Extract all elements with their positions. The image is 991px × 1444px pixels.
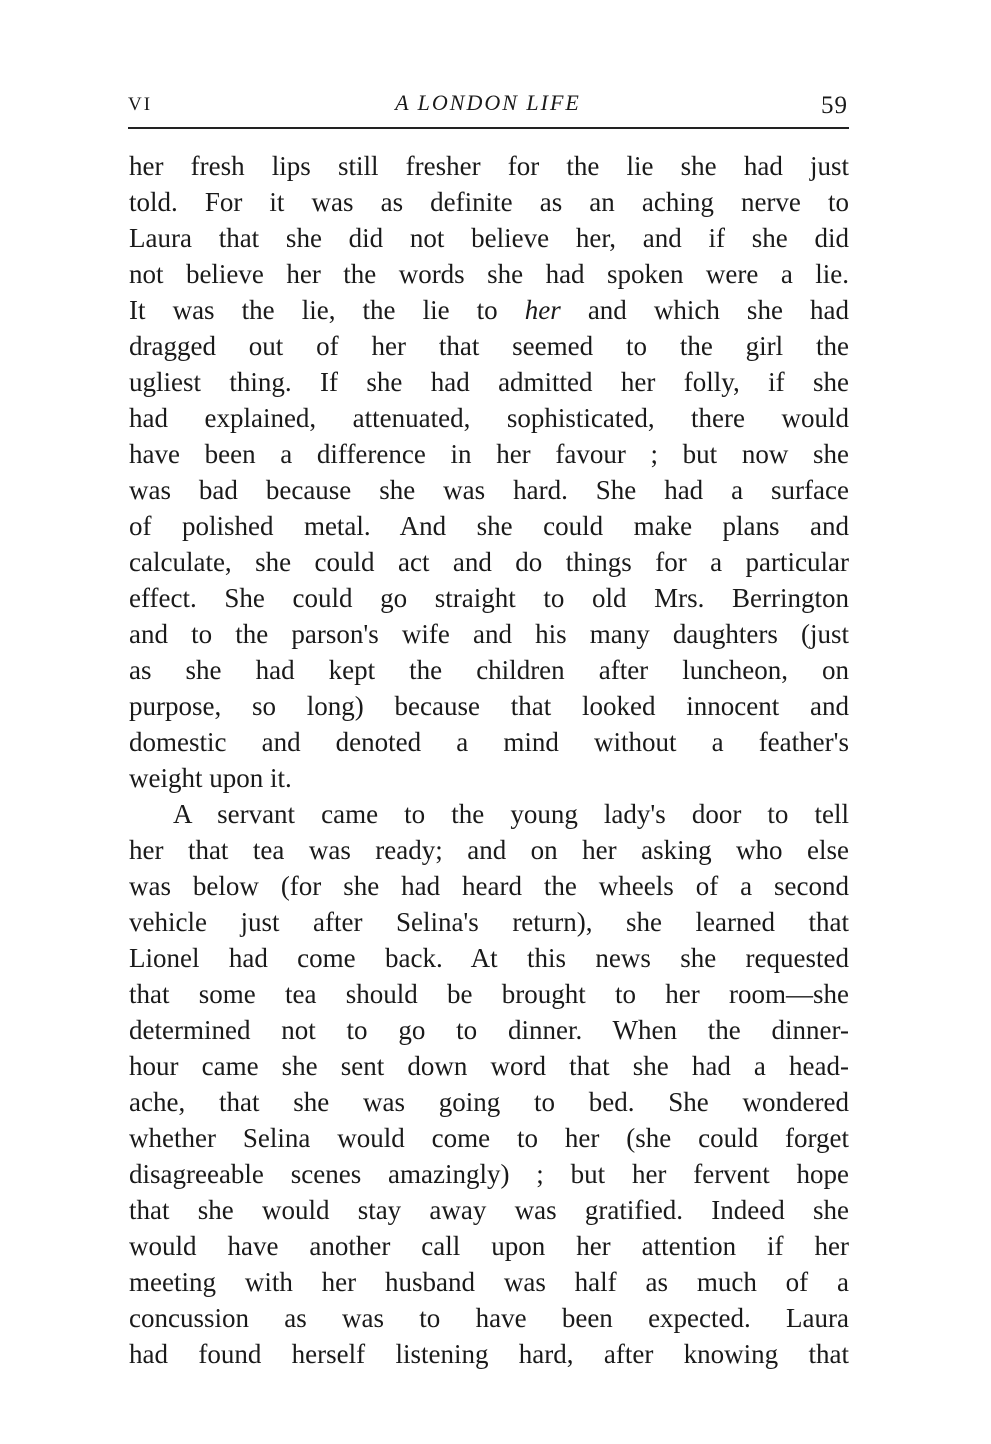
page-header (128, 86, 848, 126)
text-line: disagreeable scenes amazingly) ; but her fervent hope (129, 1159, 849, 1189)
text-line (129, 292, 849, 328)
text-line: meeting with her husband was half as much of a (129, 1267, 849, 1297)
text-line: weight upon it. (129, 763, 292, 793)
text-line: that some tea should be brought to her room—she (129, 979, 849, 1009)
text-line: had found herself listening hard, after knowing that (129, 1339, 849, 1369)
header-rule (128, 127, 849, 129)
text-line: have been a difference in her favour ; but now she (129, 439, 849, 469)
page-number: 59 (821, 92, 848, 119)
text-line: as she had kept the children after luncheon, on (129, 655, 849, 685)
text-line: Lionel had come back. At this news she requested (129, 943, 849, 973)
text-line: vehicle just after Selina's return), she learned that (129, 907, 849, 937)
text-line: ugliest thing. If she had admitted her folly, if she (129, 367, 849, 397)
chapter-number: VI (128, 94, 153, 115)
emphasized-word: her (524, 295, 561, 325)
text-line: Laura that she did not believe her, and if she did (129, 223, 849, 253)
text-line: A servant came to the young lady's door to tell (173, 799, 849, 829)
body-text (129, 148, 849, 1372)
text-line: her fresh lips still fresher for the lie she had just (129, 151, 849, 181)
paragraph-1 (129, 148, 849, 796)
text-line: determined not to go to dinner. When the dinner- (129, 1015, 849, 1045)
text-line-end: and which she had (587, 295, 849, 325)
text-line: domestic and denoted a mind without a feather's (129, 727, 849, 757)
text-line-start: It was the lie, the lie to (129, 295, 498, 325)
text-line: and to the parson's wife and his many daughters (just (129, 619, 849, 649)
text-line: ache, that she was going to bed. She wondered (129, 1087, 849, 1117)
running-title: A LONDON LIFE (395, 90, 581, 115)
text-line: had explained, attenuated, sophisticated, there would (129, 403, 849, 433)
text-line: would have another call upon her attention if her (129, 1231, 849, 1261)
text-line: concussion as was to have been expected. Laura (129, 1303, 849, 1333)
paragraph-2 (129, 796, 849, 1372)
text-line: that she would stay away was gratified. Indeed she (129, 1195, 849, 1225)
text-line: hour came she sent down word that she had a head- (129, 1051, 849, 1081)
text-line: effect. She could go straight to old Mrs. Berrington (129, 583, 849, 613)
text-line: told. For it was as definite as an aching nerve to (129, 187, 849, 217)
text-line: of polished metal. And she could make plans and (129, 511, 849, 541)
text-line: dragged out of her that seemed to the girl the (129, 331, 849, 361)
text-line: was bad because she was hard. She had a surface (129, 475, 849, 505)
text-line: whether Selina would come to her (she could forget (129, 1123, 849, 1153)
text-line: was below (for she had heard the wheels of a second (129, 871, 849, 901)
text-line: not believe her the words she had spoken were a lie. (129, 259, 849, 289)
text-line: her that tea was ready; and on her asking who else (129, 835, 849, 865)
text-line: purpose, so long) because that looked innocent and (129, 691, 849, 721)
text-line: calculate, she could act and do things for a particular (129, 547, 849, 577)
